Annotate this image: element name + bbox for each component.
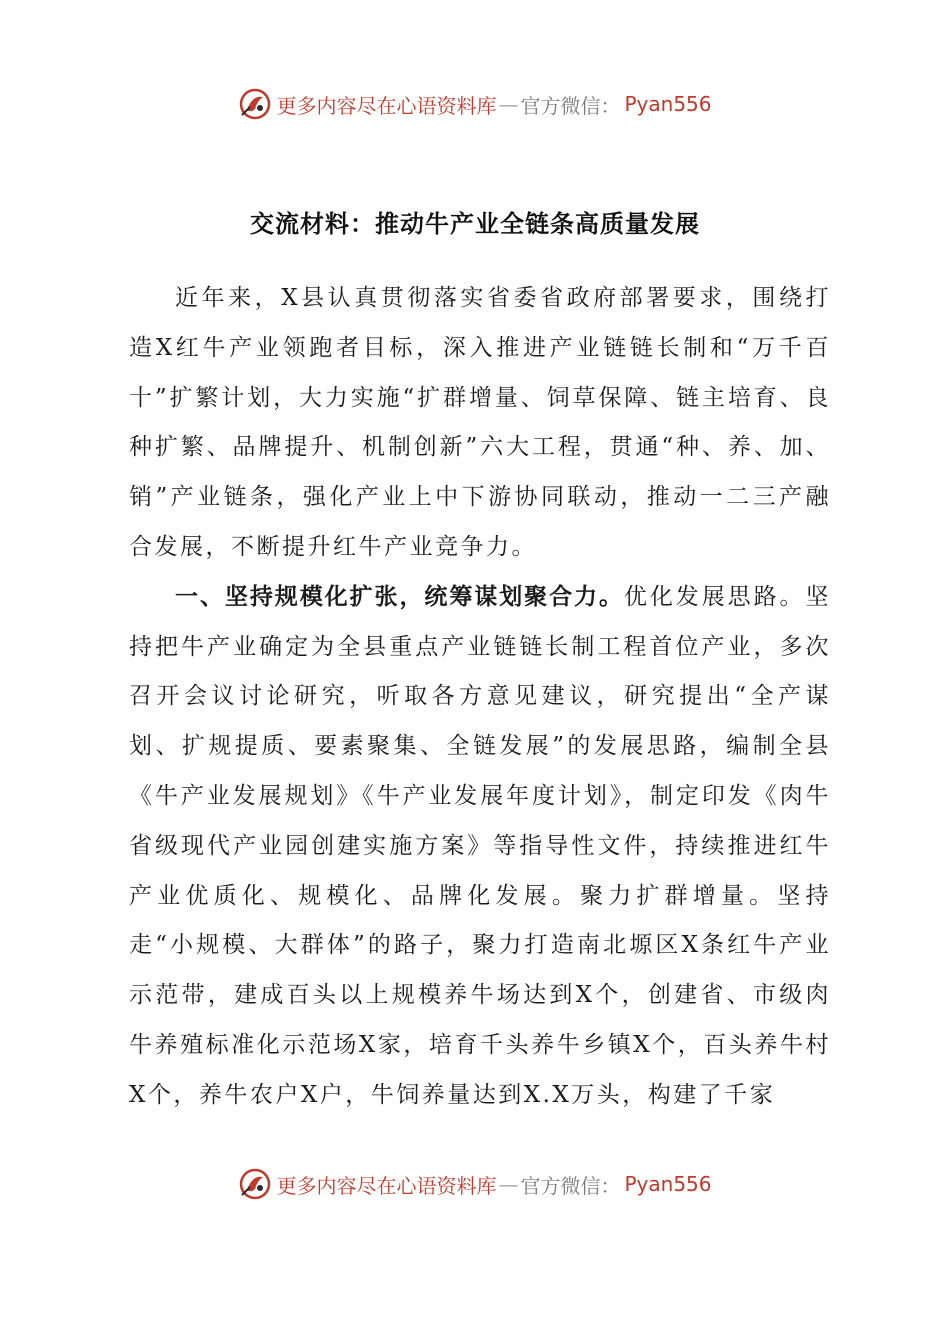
footer-official-label: 官方微信：: [520, 1173, 621, 1198]
footer-wechat-id: Pyan556: [624, 1172, 712, 1196]
document-body: [129, 274, 831, 1121]
footer-dash: —: [498, 1172, 519, 1196]
header-official-label: 官方微信：: [520, 93, 621, 118]
paragraph-intro: 近年来，X县认真贯彻落实省委省政府部署要求，围绕打造X红牛产业领跑者目标，深入推进产业链链长制和“万千百十”扩繁计划，大力实施“扩群增量、饲草保障、链主培育、良种扩繁、品牌提升、机制创新”六大工程，贯通“种、养、加、销”产业链条，强化产业上中下游协同联动，推动一二三产融合发展，不断提升红牛产业竞争力。: [129, 285, 831, 560]
header-site-text: 更多内容尽在心语资料库: [276, 93, 497, 118]
footer-watermark-banner: [0, 1164, 950, 1204]
document-title: 交流材料：推动牛产业全链条高质量发展: [250, 209, 700, 238]
brand-logo-icon: [238, 1167, 272, 1201]
section-1-body: 优化发展思路。坚持把牛产业确定为全县重点产业链链长制工程首位产业，多次召开会议讨论研究，听取各方意见建议，研究提出“全产谋划、扩规提质、要素聚集、全链发展”的发展思路，编制全县《牛产业发展规划》《牛产业发展年度计划》，制定印发《肉牛省级现代产业园创建实施方案》等指导性文件，持续推进红牛产业优质化、规模化、品牌化发展。聚力扩群增量。坚持走“小规模、大群体”的路子，聚力打造南北塬区X条红牛产业示范带，建成百头以上规模养牛场达到X个，创建省、市级肉牛养殖标准化示范场X家，培育千头养牛乡镇X个，百头养牛村X个，养牛农户X户，牛饲养量达到X.X万头，构建了千家: [129, 583, 832, 1108]
header-dash: —: [498, 92, 519, 116]
brand-logo-icon: [238, 87, 272, 121]
section-1-heading: 一、坚持规模化扩张，统筹谋划聚合力。: [175, 583, 624, 610]
header-wechat-id: Pyan556: [624, 92, 712, 116]
header-watermark-banner: [0, 84, 950, 124]
footer-site-text: 更多内容尽在心语资料库: [276, 1173, 497, 1198]
paragraph-section-1: [129, 573, 831, 1121]
